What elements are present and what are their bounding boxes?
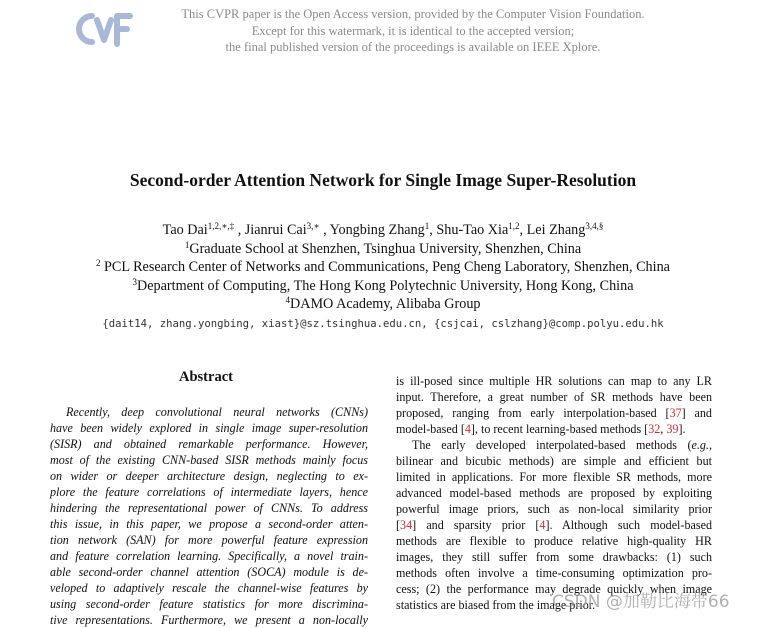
body-line	[396, 373, 712, 389]
body-text: ].	[678, 422, 686, 436]
abstract-line: this issue, in this paper, we propose a second-order atten-	[50, 517, 368, 531]
author-name: Lei Zhang	[526, 222, 586, 238]
body-line	[396, 389, 712, 405]
body-line	[396, 469, 712, 485]
cvf-logo-icon	[72, 8, 134, 52]
body-text: statistics are biased from the image prior.	[396, 598, 596, 612]
affiliation-line	[0, 240, 766, 259]
body-text: ,	[660, 422, 667, 436]
abstract-line: tion network (SAN) for more powerful feature expression	[50, 533, 368, 547]
affiliation-text: Department of Computing, The Hong Kong Polytechnic University, Hong Kong, China	[137, 277, 634, 294]
body-line	[396, 421, 712, 437]
abstract-line: plore the feature correlations of intermediate layers, hence	[50, 485, 368, 499]
affiliation-list	[0, 240, 766, 314]
citation-link[interactable]: 4	[464, 422, 471, 436]
body-line	[396, 453, 712, 469]
author-affiliation-mark: 1	[424, 221, 430, 231]
abstract-line: tive representations. Furthermore, we present a non-locally	[50, 613, 368, 627]
watermark-line: This CVPR paper is the Open Access version, provided by the Computer Vision Foundation.	[181, 7, 645, 21]
watermark-line: the final published version of the proceedings is available on IEEE Xplore.	[225, 40, 601, 54]
body-text: images, they still suffer from some drawbacks: (1) such	[396, 550, 712, 564]
abstract-line: Recently, deep convolutional neural networks (CNNs)	[66, 405, 368, 419]
body-text: [	[396, 518, 401, 532]
body-line	[396, 501, 712, 517]
author-affiliation-mark: 3,4,§	[585, 221, 604, 231]
body-text: limited in applications. For more flexible SR methods, more	[396, 470, 712, 484]
author-name: Jianrui Cai	[244, 222, 307, 238]
affiliation-number: 2	[96, 258, 101, 268]
affiliation-text: Graduate School at Shenzhen, Tsinghua University, Shenzhen, China	[189, 240, 582, 257]
body-text: ] and sparsity prior [	[412, 518, 540, 532]
body-line	[396, 549, 712, 565]
author-separator: ,	[519, 222, 527, 238]
body-text: proposed, ranging from early interpolation-based [	[396, 406, 670, 420]
author-block	[0, 221, 766, 314]
abstract-line: (SISR) and obtained remarkable performance. However,	[50, 437, 368, 451]
affiliation-number: 3	[132, 276, 137, 287]
body-text: model-based [	[396, 422, 465, 436]
author-name: Yongbing Zhang	[329, 222, 425, 238]
body-line	[396, 517, 712, 533]
csdn-overlay-watermark: CSDN @加勒比海带66	[552, 592, 730, 612]
author-affiliation-mark: 1,2	[508, 221, 520, 231]
body-text: ], to recent learning-based methods [	[470, 422, 649, 436]
abstract-line: veloped to adaptively rescale the channel-wise features by	[50, 581, 368, 595]
body-text: cess; (2) the performance may degrade quickly when image	[396, 582, 712, 596]
affiliation-number: 4	[285, 295, 290, 305]
citation-link[interactable]: 32	[648, 422, 661, 436]
affiliation-line	[0, 258, 766, 277]
abstract-heading: Abstract	[179, 369, 233, 385]
body-line	[396, 405, 712, 421]
author-affiliation-mark: 3,∗	[306, 221, 320, 231]
abstract-line: most of the existing CNN-based SISR methods mainly focus	[50, 453, 368, 467]
citation-link[interactable]: 4	[539, 518, 546, 532]
affiliation-number: 1	[184, 239, 190, 250]
author-emails: {dait14, zhang.yongbing, xiast}@sz.tsinghua.edu.cn, {csjcai, cslzhang}@comp.polyu.edu.hk	[102, 318, 664, 330]
body-text: The early developed interpolated-based methods (e.g.,	[412, 438, 712, 452]
body-line	[396, 485, 712, 501]
introduction-body	[396, 373, 712, 613]
citation-link[interactable]: 39	[666, 422, 679, 436]
abstract-line: on wider or deeper architecture design, neglecting to ex-	[50, 469, 368, 483]
affiliation-line	[0, 277, 766, 296]
body-text: is ill-posed since multiple HR solutions can map to any LR	[396, 374, 712, 388]
abstract-line: using second-order feature statistics for more discrimina-	[50, 597, 368, 611]
body-text: bilinear and bicubic methods) are simple and efficient but	[396, 454, 712, 468]
body-text: ]. Although such model-based	[545, 518, 712, 532]
paper-title: Second-order Attention Network for Single Image Super-Resolution	[129, 170, 637, 190]
body-text: ] and	[681, 406, 712, 420]
body-text: powerful image priors, such as non-local similarity prior	[396, 502, 712, 516]
body-text: input. Therefore, a great number of SR methods have been	[396, 390, 712, 404]
citation-link[interactable]: 34	[400, 518, 413, 532]
body-line	[396, 565, 712, 581]
abstract-body	[50, 404, 368, 628]
open-access-watermark	[160, 6, 666, 56]
author-list	[0, 221, 766, 240]
body-line	[396, 437, 712, 453]
affiliation-text: PCL Research Center of Networks and Communications, Peng Cheng Laboratory, Shenzhen, China	[100, 259, 670, 275]
body-text: methods are flexible to produce relative high-quality HR	[396, 534, 712, 548]
author-affiliation-mark: 1,2,∗,‡	[207, 221, 235, 231]
affiliation-line	[0, 295, 766, 314]
author-separator: ,	[319, 222, 330, 238]
abstract-line: and feature correlation learning. Specifically, a novel train-	[50, 549, 368, 563]
body-text: methods often involve a time-consuming optimization pro-	[396, 566, 712, 580]
affiliation-text: DAMO Academy, Alibaba Group	[289, 296, 481, 312]
author-name: Tao Dai	[162, 222, 208, 238]
body-line	[396, 533, 712, 549]
author-name: Shu-Tao Xia	[436, 222, 509, 238]
body-text: advanced model-based methods are proposed by exploiting	[396, 486, 712, 500]
author-separator: ,	[234, 222, 245, 238]
abstract-line: have been widely explored in single image super-resolution	[50, 421, 368, 435]
watermark-line: Except for this watermark, it is identical to the accepted version;	[251, 23, 575, 38]
abstract-line: hindering the representational power of CNNs. To address	[50, 501, 368, 515]
citation-link[interactable]: 37	[669, 406, 682, 420]
abstract-line: able second-order channel attention (SOCA) module is de-	[50, 565, 368, 579]
author-separator: ,	[429, 222, 437, 238]
